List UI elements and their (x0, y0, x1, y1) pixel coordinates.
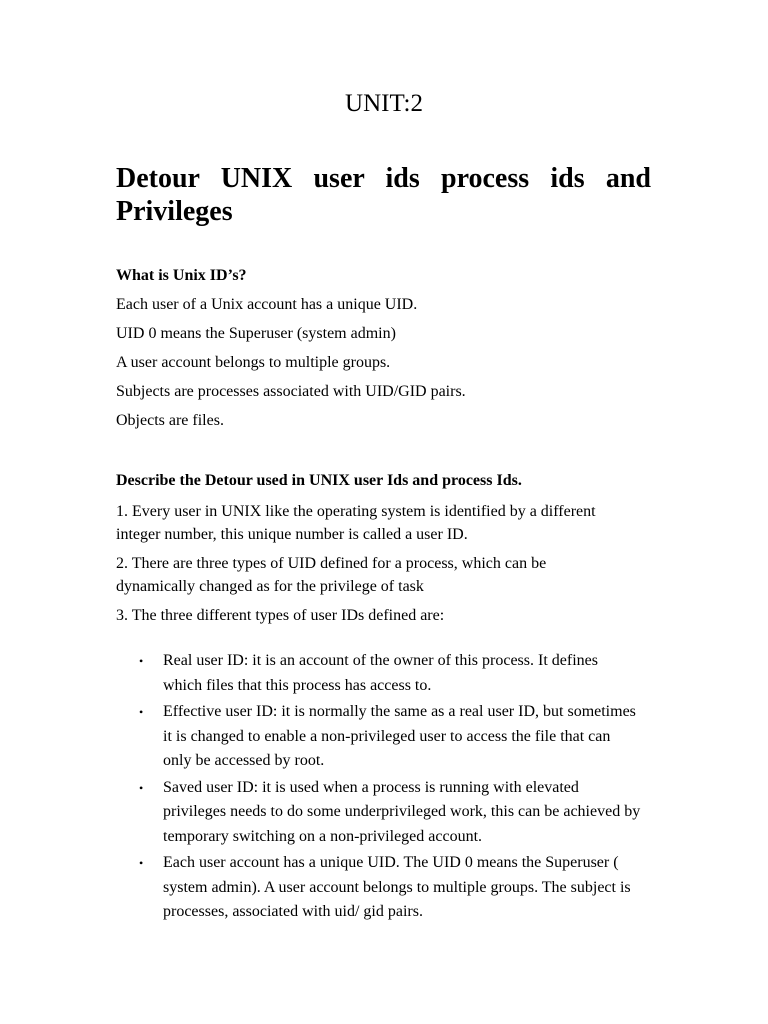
bullet-icon: • (139, 856, 144, 870)
section-heading-detour: Describe the Detour used in UNIX user Ids and process Ids. (116, 472, 522, 489)
unit-heading: UNIT:2 (345, 90, 423, 117)
list-item (116, 776, 641, 850)
section-detour (116, 471, 616, 633)
list-item (116, 649, 641, 698)
numbered-item: 1. Every user in UNIX like the operating system is identified by a different integer number, this unique number is called a user ID. (116, 503, 596, 543)
paragraph-line: Each user of a Unix account has a unique UID. (116, 296, 418, 313)
paragraph-line: Objects are files. (116, 412, 224, 429)
document-title: Detour UNIX user ids process ids and Privileges (116, 163, 651, 227)
paragraph-line: A user account belongs to multiple groups. (116, 354, 391, 371)
numbered-item: 3. The three different types of user IDs defined are: (116, 607, 445, 624)
list-item-text: Effective user ID: it is normally the same as a real user ID, but sometimes it is changed to enable a non-privileged user to access the file that can only be accessed by root. (163, 703, 636, 769)
section-unix-ids (116, 266, 656, 440)
paragraph-line: UID 0 means the Superuser (system admin) (116, 325, 396, 342)
list-item-text: Saved user ID: it is used when a process is running with elevated privileges needs to do some underprivileged work, this can be achieved by temporary switching on a non-privileged account. (163, 778, 641, 845)
bullet-icon: • (139, 705, 144, 719)
section-heading-unix-ids: What is Unix ID’s? (116, 267, 247, 284)
uid-types-list (116, 649, 641, 927)
bullet-icon: • (139, 780, 144, 795)
list-item (116, 851, 641, 925)
list-item-text: Real user ID: it is an account of the owner of this process. It defines which files that this process has access to. (163, 652, 598, 694)
list-item-text: Each user account has a unique UID. The UID 0 means the Superuser ( system admin). A user account belongs to multiple groups. The subject is processes, associated with uid/ gid pairs. (163, 854, 631, 920)
numbered-item: 2. There are three types of UID defined for a process, which can be dynamically changed as for the privilege of task (116, 555, 547, 595)
list-item (116, 700, 641, 774)
paragraph-line: Subjects are processes associated with UID/GID pairs. (116, 383, 466, 400)
bullet-icon: • (139, 654, 144, 668)
